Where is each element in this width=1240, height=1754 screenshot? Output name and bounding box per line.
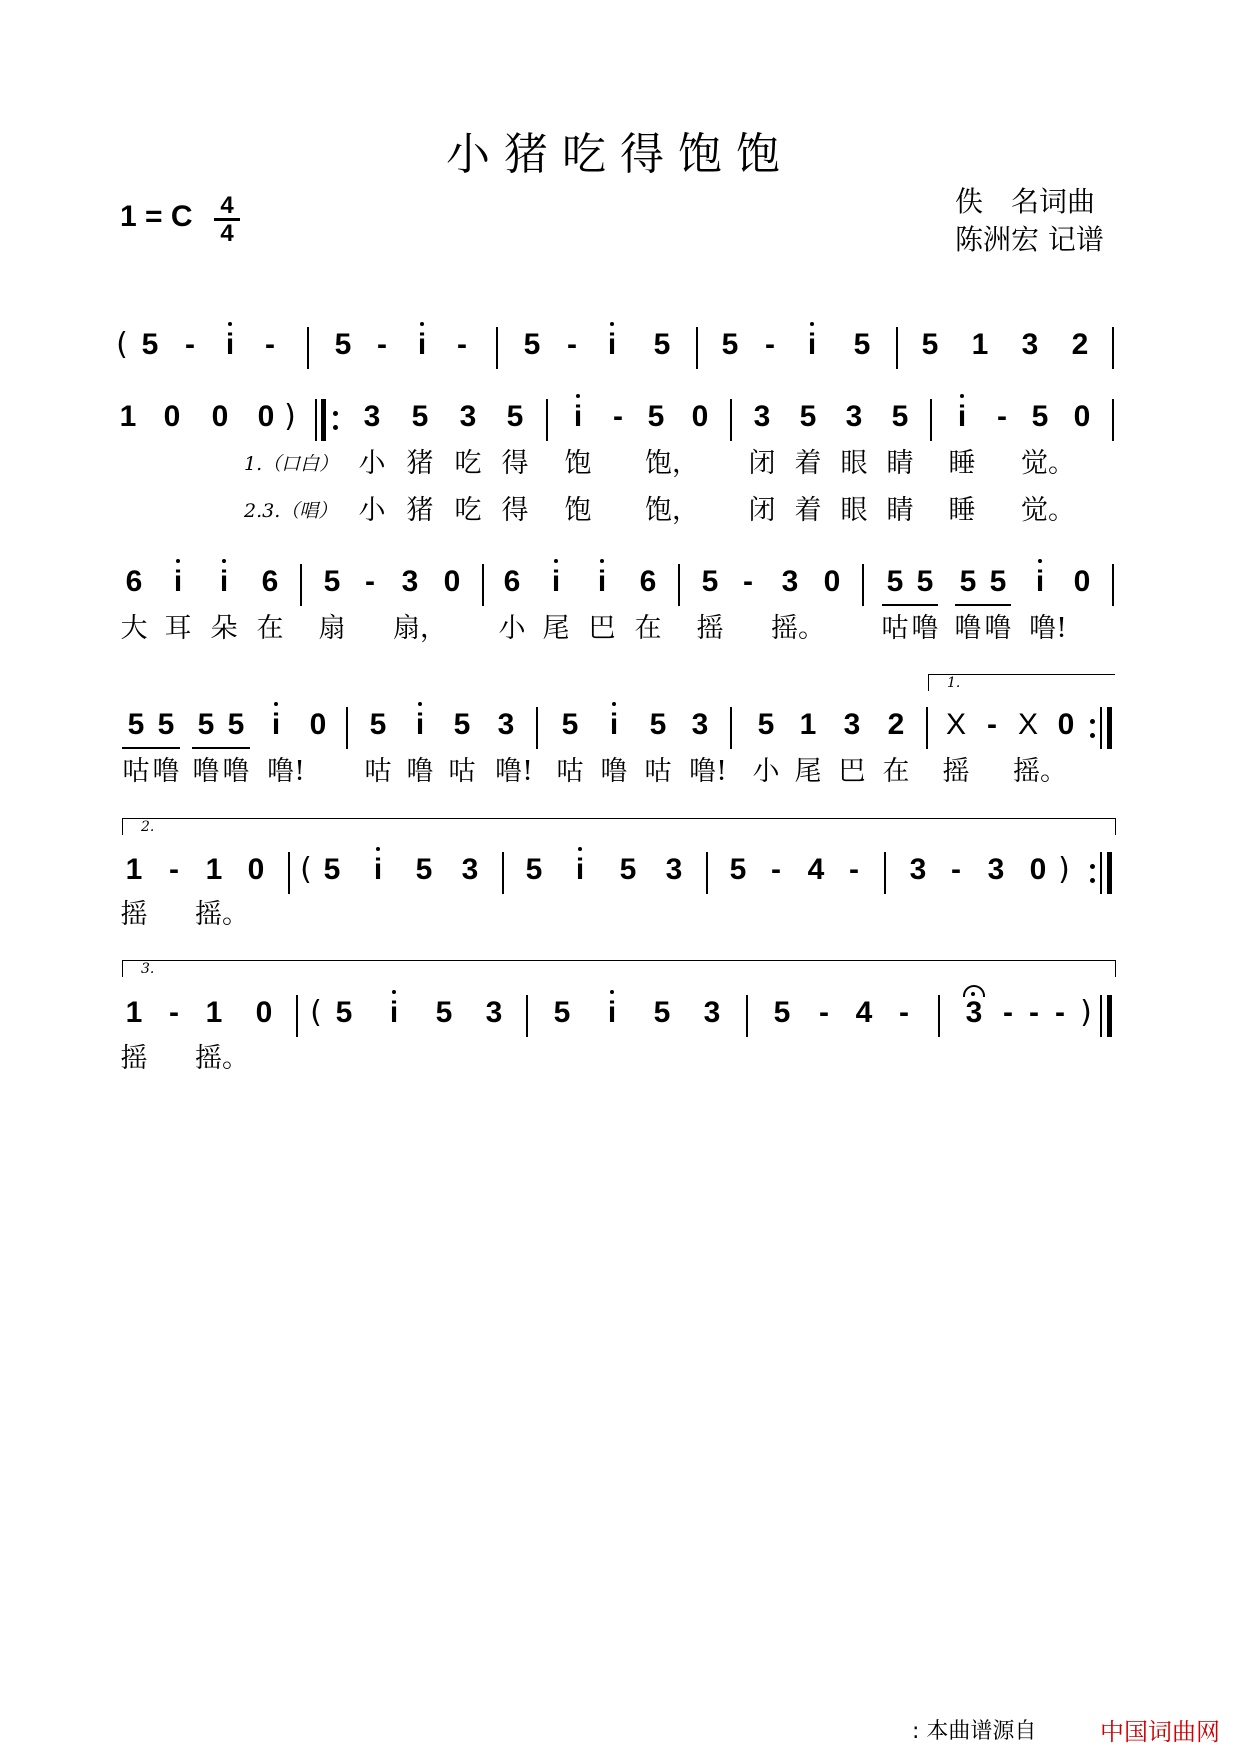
barline: [938, 995, 940, 1037]
paren-close: ): [1058, 852, 1070, 887]
high-octave-dot: [612, 702, 616, 706]
repeat-dot: [1090, 864, 1095, 869]
lyrics-line-4: [0, 755, 1240, 815]
note: -: [613, 400, 623, 433]
barline: [706, 852, 708, 894]
note: -: [951, 853, 961, 886]
note: 5: [506, 400, 524, 433]
note: i: [597, 565, 607, 598]
note: 3: [781, 565, 799, 598]
lyric: 眼: [840, 448, 868, 479]
note: 5: [411, 400, 429, 433]
credit-notation: 陈洲宏 记谱: [955, 223, 1104, 256]
lyric: 摇。: [771, 613, 825, 644]
note: i: [219, 565, 229, 598]
lyric: 睡: [948, 495, 976, 526]
lyric: 咕: [644, 756, 672, 787]
note: 5: [891, 400, 909, 433]
lyrics-verse-2-3: [0, 494, 1240, 554]
note: 5: [415, 853, 433, 886]
note: 5: [959, 565, 977, 598]
footer-source: : 本曲谱源自: [912, 1719, 1037, 1744]
note: 3: [1021, 328, 1039, 361]
footer-site-link[interactable]: 中国词曲网: [1100, 1718, 1220, 1746]
note: -: [1003, 996, 1013, 1029]
barline: [296, 995, 298, 1037]
note: 1: [205, 853, 223, 886]
high-octave-dot: [960, 394, 964, 398]
note: 0: [247, 853, 265, 886]
eighth-underline: [122, 747, 180, 749]
lyric: 摇。: [195, 899, 249, 930]
final-thick-bar: [1107, 995, 1112, 1037]
lyric: 睡: [948, 448, 976, 479]
note: 0: [691, 400, 709, 433]
lyrics-line-6: [0, 1042, 1240, 1102]
note: 5: [435, 996, 453, 1029]
high-octave-dot: [600, 559, 604, 563]
note: 5: [799, 400, 817, 433]
note: 3: [665, 853, 683, 886]
lyric: 摇: [942, 756, 970, 787]
lyric: 噜: [406, 756, 434, 787]
note: 1: [799, 708, 817, 741]
high-octave-dot: [610, 990, 614, 994]
note: 5: [453, 708, 471, 741]
barline: [678, 564, 680, 606]
note: 0: [255, 996, 273, 1029]
note: 5: [553, 996, 571, 1029]
note: 5: [323, 853, 341, 886]
note: 6: [639, 565, 657, 598]
lyric: 噜: [222, 756, 250, 787]
lyric: 摇。: [195, 1043, 249, 1074]
lyric: 尾: [542, 613, 570, 644]
note: 5: [369, 708, 387, 741]
note: i: [225, 328, 235, 361]
note: 5: [653, 328, 671, 361]
lyric: 小: [498, 613, 526, 644]
note: -: [849, 853, 859, 886]
note: 3: [691, 708, 709, 741]
lyrics-line-3: [0, 612, 1240, 672]
lyric: 饱，: [645, 448, 699, 479]
lyric: 觉。: [1021, 495, 1075, 526]
barline: [1112, 327, 1114, 369]
note: 5: [653, 996, 671, 1029]
note: 5: [989, 565, 1007, 598]
note: 5: [525, 853, 543, 886]
barline: [502, 852, 504, 894]
high-octave-dot: [554, 559, 558, 563]
note: 0: [1073, 565, 1091, 598]
note: 3: [363, 400, 381, 433]
note: -: [819, 996, 829, 1029]
volta-label: 2.: [141, 819, 155, 835]
paren-close: ): [284, 399, 296, 434]
note: 5: [721, 328, 739, 361]
note: i: [389, 996, 399, 1029]
note: i: [415, 708, 425, 741]
verse-1-label: 1.（口白）: [244, 453, 339, 475]
lyric: 得: [501, 448, 529, 479]
barline: [896, 327, 898, 369]
lyric: 着: [794, 495, 822, 526]
note: 3: [843, 708, 861, 741]
credit-lyric-music: 佚 名词曲: [955, 185, 1096, 218]
barline: [1100, 707, 1102, 749]
lyric: 扇: [318, 613, 346, 644]
barline: [536, 707, 538, 749]
note: 1: [205, 996, 223, 1029]
note: i: [373, 853, 383, 886]
lyric: 噜: [911, 613, 939, 644]
barline: [746, 995, 748, 1037]
note: i: [1035, 565, 1045, 598]
high-octave-dot: [376, 847, 380, 851]
note: 0: [211, 400, 229, 433]
note: 5: [141, 328, 159, 361]
volta-label: 3.: [141, 961, 155, 977]
barline: [315, 399, 317, 441]
barline: [884, 852, 886, 894]
note: 3: [845, 400, 863, 433]
note: -: [169, 996, 179, 1029]
note: i: [807, 328, 817, 361]
barline: [730, 707, 732, 749]
barline: [482, 564, 484, 606]
note: 1: [119, 400, 137, 433]
lyric: 噜!: [495, 756, 533, 787]
barline: [730, 399, 732, 441]
high-octave-dot: [274, 702, 278, 706]
lyric: 咕: [122, 756, 150, 787]
lyric: 在: [256, 613, 284, 644]
note: 1: [971, 328, 989, 361]
note: 5: [323, 565, 341, 598]
high-octave-dot: [810, 322, 814, 326]
lyrics-line-5: [0, 898, 1240, 958]
lyric: 摇: [120, 899, 148, 930]
barline: [307, 327, 309, 369]
high-octave-dot: [222, 559, 226, 563]
eighth-underline: [192, 747, 250, 749]
barline: [496, 327, 498, 369]
note: 6: [125, 565, 143, 598]
note: 5: [647, 400, 665, 433]
note: 3: [987, 853, 1005, 886]
note: 0: [163, 400, 181, 433]
barline: [346, 707, 348, 749]
barline: [526, 995, 528, 1037]
barline: [1100, 995, 1102, 1037]
key-signature: 1 = C: [120, 200, 193, 233]
note: 5: [853, 328, 871, 361]
note: X: [1017, 708, 1039, 741]
note: 3: [753, 400, 771, 433]
note: 3: [703, 996, 721, 1029]
note: 0: [1073, 400, 1091, 433]
time-signature-bottom: 4: [220, 220, 234, 247]
note: -: [1029, 996, 1039, 1029]
note: 3: [909, 853, 927, 886]
note: 5: [157, 708, 175, 741]
note: i: [173, 565, 183, 598]
note: 5: [916, 565, 934, 598]
barline: [930, 399, 932, 441]
note: 2: [1071, 328, 1089, 361]
lyric: 得: [501, 495, 529, 526]
page-title: 小猪吃得饱饱: [446, 129, 794, 180]
high-octave-dot: [610, 322, 614, 326]
lyric: 巴: [588, 613, 616, 644]
note: 5: [649, 708, 667, 741]
note: 0: [1029, 853, 1047, 886]
note: -: [185, 328, 195, 361]
lyric: 着: [794, 448, 822, 479]
lyric: 猪: [406, 448, 434, 479]
note: 0: [257, 400, 275, 433]
volta-bracket-3: [122, 960, 1116, 977]
note: 5: [523, 328, 541, 361]
note: 1: [125, 853, 143, 886]
lyric: 噜: [954, 613, 982, 644]
lyric: 噜: [152, 756, 180, 787]
lyric: 睛: [886, 448, 914, 479]
note: 3: [459, 400, 477, 433]
note: -: [743, 565, 753, 598]
repeat-dot: [333, 425, 338, 430]
lyric: 噜: [984, 613, 1012, 644]
note: -: [771, 853, 781, 886]
note: X: [945, 708, 967, 741]
note: i: [609, 708, 619, 741]
repeat-end-thick-bar: [1107, 707, 1112, 749]
note: 5: [1031, 400, 1049, 433]
lyric: 小: [358, 495, 386, 526]
eighth-underline: [955, 604, 1011, 606]
barline: [288, 852, 290, 894]
high-octave-dot: [392, 990, 396, 994]
lyric: 噜: [192, 756, 220, 787]
volta-bracket-2: [122, 818, 1116, 835]
verse-2-3-label: 2.3.（唱）: [244, 500, 338, 522]
note: 0: [1057, 708, 1075, 741]
lyric: 闭: [748, 495, 776, 526]
paren-open: (: [116, 327, 128, 362]
lyric: 大: [120, 613, 148, 644]
note: 4: [807, 853, 825, 886]
repeat-end-thick-bar: [1107, 852, 1112, 894]
high-octave-dot: [420, 322, 424, 326]
lyric: 噜: [600, 756, 628, 787]
note: -: [365, 565, 375, 598]
lyric: 尾: [794, 756, 822, 787]
note: -: [899, 996, 909, 1029]
note: 6: [503, 565, 521, 598]
lyric: 饱: [564, 448, 592, 479]
high-octave-dot: [576, 394, 580, 398]
note: 3: [965, 996, 983, 1029]
note: 5: [335, 996, 353, 1029]
time-signature-top: 4: [220, 192, 234, 219]
paren-open: (: [300, 852, 312, 887]
note: 3: [497, 708, 515, 741]
note: 4: [855, 996, 873, 1029]
barline: [1100, 852, 1102, 894]
repeat-dot: [1090, 733, 1095, 738]
high-octave-dot: [228, 322, 232, 326]
volta-bracket-1: [928, 674, 1115, 691]
high-octave-dot: [1038, 559, 1042, 563]
lyric: 噜!: [689, 756, 727, 787]
lyric: 觉。: [1021, 448, 1075, 479]
note: i: [417, 328, 427, 361]
barline: [926, 707, 928, 749]
staff-line-1: [0, 325, 1240, 385]
lyric: 摇: [696, 613, 724, 644]
lyric: 眼: [840, 495, 868, 526]
note: 5: [729, 853, 747, 886]
note: 5: [701, 565, 719, 598]
note: i: [551, 565, 561, 598]
lyric: 咕: [881, 613, 909, 644]
lyric: 咕: [364, 756, 392, 787]
high-octave-dot: [418, 702, 422, 706]
note: i: [607, 328, 617, 361]
note: 5: [197, 708, 215, 741]
note: i: [573, 400, 583, 433]
note: -: [997, 400, 1007, 433]
lyric: 朵: [210, 613, 238, 644]
eighth-underline: [882, 604, 938, 606]
note: -: [265, 328, 275, 361]
lyric: 吃: [454, 495, 482, 526]
barline: [546, 399, 548, 441]
lyric: 咕: [448, 756, 476, 787]
note: 0: [823, 565, 841, 598]
note: 5: [561, 708, 579, 741]
barline: [1112, 399, 1114, 441]
note: 5: [619, 853, 637, 886]
note: 5: [886, 565, 904, 598]
lyric: 小: [752, 756, 780, 787]
note: -: [567, 328, 577, 361]
lyric: 吃: [454, 448, 482, 479]
barline: [300, 564, 302, 606]
lyric: 摇: [120, 1043, 148, 1074]
note: 0: [443, 565, 461, 598]
time-signature: [212, 193, 242, 246]
barline: [696, 327, 698, 369]
lyric: 闭: [748, 448, 776, 479]
note: 6: [261, 565, 279, 598]
paren-close: ): [1080, 995, 1092, 1030]
note: 3: [401, 565, 419, 598]
barline: [1112, 564, 1114, 606]
note: i: [607, 996, 617, 1029]
note: -: [765, 328, 775, 361]
lyric: 饱: [564, 495, 592, 526]
note: 5: [334, 328, 352, 361]
note: 2: [887, 708, 905, 741]
lyric: 摇。: [1013, 756, 1067, 787]
note: -: [377, 328, 387, 361]
high-octave-dot: [578, 847, 582, 851]
note: 5: [227, 708, 245, 741]
lyric: 扇，: [393, 613, 447, 644]
lyric: 耳: [164, 613, 192, 644]
paren-open: (: [310, 995, 322, 1030]
lyric: 在: [882, 756, 910, 787]
lyric: 噜!: [267, 756, 305, 787]
note: 5: [921, 328, 939, 361]
note: 3: [461, 853, 479, 886]
note: i: [957, 400, 967, 433]
repeat-dot: [1090, 719, 1095, 724]
note: 1: [125, 996, 143, 1029]
lyric: 在: [634, 613, 662, 644]
note: 5: [757, 708, 775, 741]
lyric: 小: [358, 448, 386, 479]
note: -: [169, 853, 179, 886]
note: -: [1055, 996, 1065, 1029]
lyric: 睛: [886, 495, 914, 526]
repeat-start-thick-bar: [321, 399, 326, 441]
volta-label: 1.: [947, 675, 961, 691]
lyric: 噜!: [1029, 613, 1067, 644]
note: -: [457, 328, 467, 361]
lyric: 猪: [406, 495, 434, 526]
note: i: [271, 708, 281, 741]
high-octave-dot: [176, 559, 180, 563]
note: i: [575, 853, 585, 886]
lyric: 饱，: [645, 495, 699, 526]
lyric: 巴: [838, 756, 866, 787]
repeat-dot: [1090, 878, 1095, 883]
repeat-dot: [333, 411, 338, 416]
note: 5: [773, 996, 791, 1029]
lyric: 咕: [556, 756, 584, 787]
note: 5: [127, 708, 145, 741]
barline: [862, 564, 864, 606]
note: 3: [485, 996, 503, 1029]
note: 0: [309, 708, 327, 741]
note: -: [987, 708, 997, 741]
